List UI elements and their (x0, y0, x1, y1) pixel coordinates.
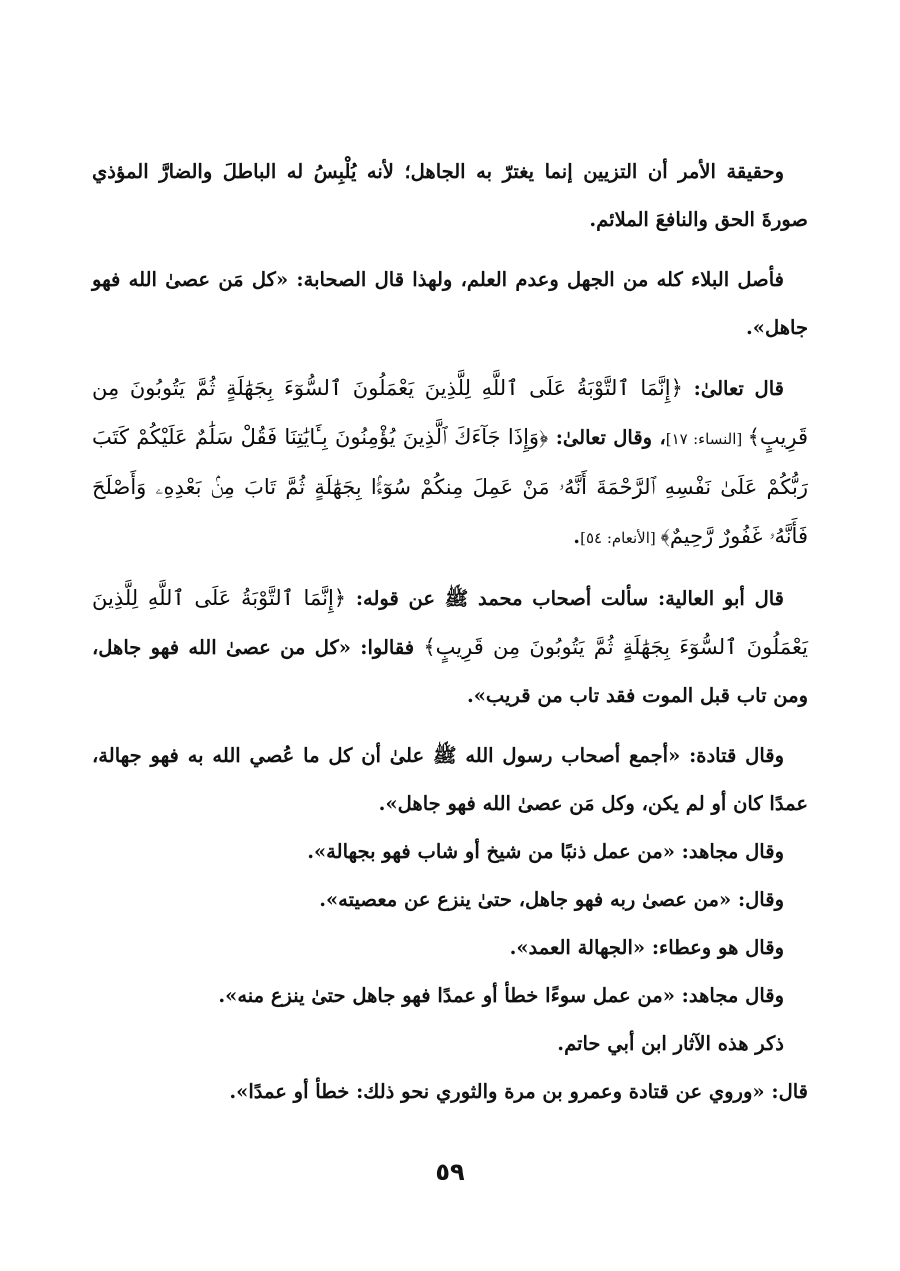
paragraph-4 (92, 574, 808, 720)
paragraph-10 (92, 1020, 808, 1068)
text-segment: فأصل البلاء كله من الجهل وعدم العلم، ولهذا قال الصحابة: «كل مَن عصىٰ الله فهو جاهل». (92, 268, 808, 339)
paragraph-7 (92, 876, 808, 924)
paragraph-6 (92, 828, 808, 876)
text-segment: فقالوا: «كل من عصىٰ الله فهو جاهل، ومن تاب قبل الموت فقد تاب من قريب». (92, 636, 808, 707)
verse-reference: [النساء: ١٧] (665, 430, 748, 448)
page-body (92, 148, 808, 1116)
paragraph-3 (92, 364, 808, 562)
quran-verse: ﴿إِنَّمَا ٱلتَّوْبَةُ عَلَى ٱللَّهِ لِلَّذِينَ يَعْمَلُونَ ٱلسُّوٓءَ بِجَهَٰلَةٍ ثُمَّ يَتُوبُونَ مِن قَرِيبٍ﴾ (92, 586, 808, 659)
text-segment: ذكر هذه الآثار ابن أبي حاتم. (557, 1032, 784, 1055)
verse-reference: [الأنعام: ٥٤] (580, 529, 661, 547)
text-segment: وقال: «من عصىٰ ربه فهو جاهل، حتىٰ ينزع عن معصيته». (319, 888, 784, 911)
paragraph-9 (92, 972, 808, 1020)
text-segment: وقال مجاهد: «من عمل ذنبًا من شيخ أو شاب فهو بجهالة». (307, 840, 784, 863)
paragraph-5 (92, 732, 808, 828)
page-number: ٥٩ (435, 1158, 465, 1186)
quran-verse: ﴿إِنَّمَا ٱلتَّوْبَةُ عَلَى ٱللَّهِ لِلَّذِينَ يَعْمَلُونَ ٱلسُّوٓءَ بِجَهَٰلَةٍ ثُمَّ يَتُوبُونَ مِن قَرِيبٍ﴾ (92, 376, 808, 449)
paragraph-1 (92, 148, 808, 244)
text-segment: وقال قتادة: «أجمع أصحاب رسول الله ﷺ علىٰ أن كل ما عُصي الله به فهو جهالة، عمدًا كان أو لم يكن، وكل مَن عصىٰ الله فهو جاهل». (92, 744, 808, 815)
text-segment: وقال هو وعطاء: «الجهالة العمد». (509, 936, 784, 959)
text-segment: ، وقال تعالىٰ: (548, 426, 666, 449)
paragraph-2 (92, 256, 808, 352)
text-segment: وقال مجاهد: «من عمل سوءًا خطأ أو عمدًا فهو جاهل حتىٰ ينزع منه». (218, 984, 784, 1007)
text-segment: . (573, 525, 581, 548)
text-segment: قال: «وروي عن قتادة وعمرو بن مرة والثوري نحو ذلك: خطأ أو عمدًا». (229, 1080, 808, 1103)
text-segment: قال تعالىٰ: (682, 377, 784, 400)
quran-verse: ﴿وَإِذَا جَآءَكَ ٱلَّذِينَ يُؤْمِنُونَ بِـَٔايَٰتِنَا فَقُلْ سَلَٰمٌ عَلَيْكُمْ كَتَبَ رَبُّكُمْ عَلَىٰ نَفْسِهِ ٱلرَّحْمَةَ أَنَّهُۥ مَنْ عَمِلَ مِنكُمْ سُوٓءًۢا بِجَهَٰلَةٍ ثُمَّ تَابَ مِنۢ بَعْدِهِۦ وَأَصْلَحَ فَأَنَّهُۥ غَفُورٌ رَّحِيمٌ﴾ (92, 425, 808, 548)
text-segment: وحقيقة الأمر أن التزيين إنما يغترّ به الجاهل؛ لأنه يُلْبِسُ له الباطلَ والضارَّ المؤذي صورةَ الحق والنافعَ الملائم. (92, 160, 808, 231)
paragraph-11 (92, 1068, 808, 1116)
text-segment: قال أبو العالية: سألت أصحاب محمد ﷺ عن قوله: (346, 587, 784, 610)
paragraph-8 (92, 924, 808, 972)
